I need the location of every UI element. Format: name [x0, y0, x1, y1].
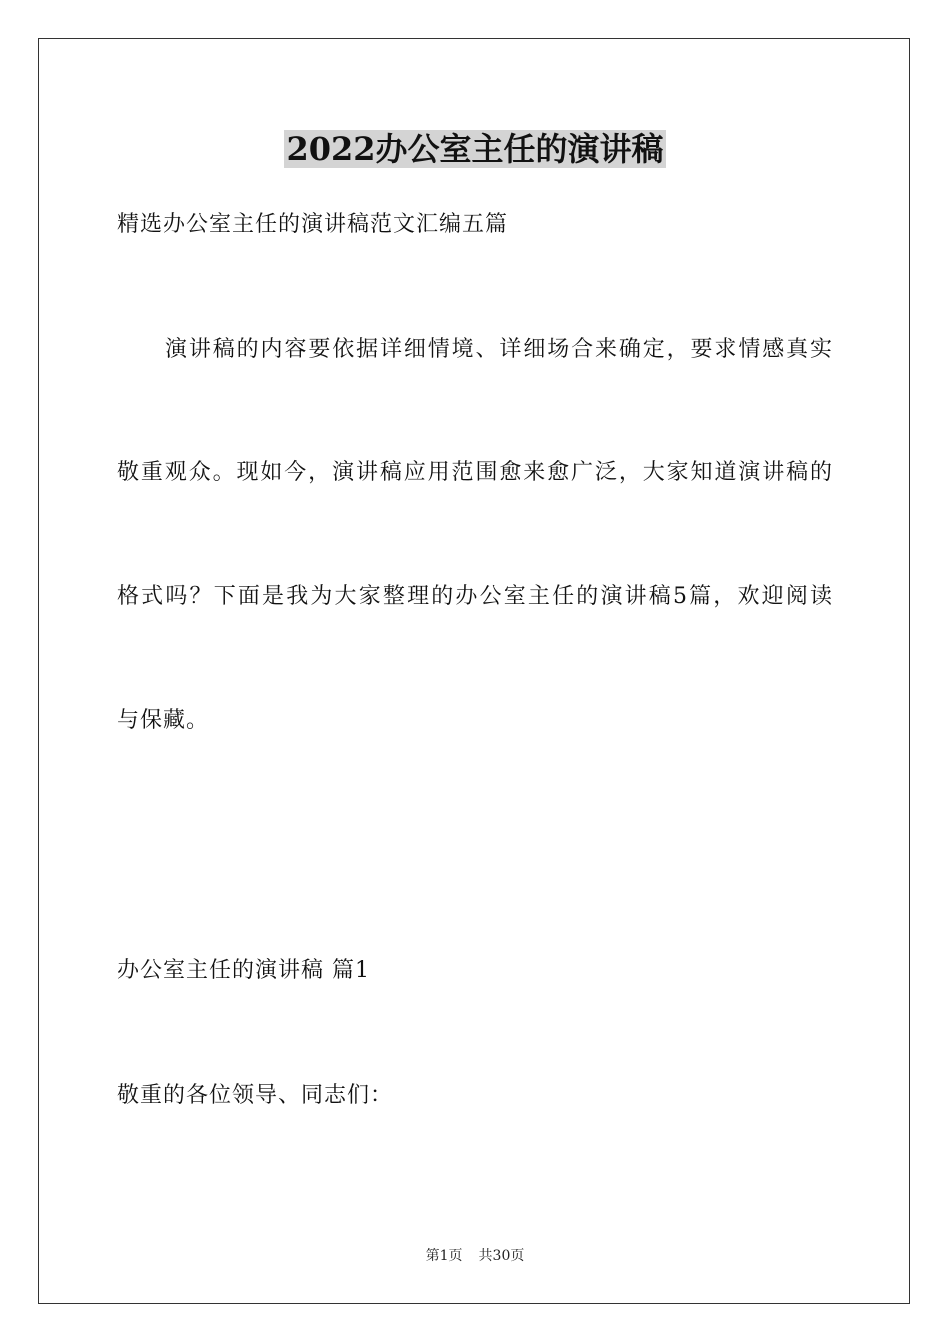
- intro-paragraph-line: 与保藏。: [117, 708, 210, 733]
- page-number-total: 共30页: [478, 1248, 525, 1264]
- page-number-current: 第1页: [425, 1248, 463, 1264]
- intro-paragraph-line: 格式吗？下面是我为大家整理的办公室主任的演讲稿5篇，欢迎阅读: [117, 584, 833, 609]
- page-footer: [0, 1246, 950, 1266]
- document-title-text: 2022办公室主任的演讲稿: [286, 130, 664, 168]
- intro-paragraph-line: 敬重观众。现如今，演讲稿应用范围愈来愈广泛，大家知道演讲稿的: [117, 460, 833, 485]
- document-subtitle: 精选办公室主任的演讲稿范文汇编五篇: [117, 212, 509, 237]
- greeting-line: 敬重的各位领导、同志们：: [117, 1083, 394, 1108]
- intro-paragraph-line: 演讲稿的内容要依据详细情境、详细场合来确定，要求情感真实: [165, 337, 833, 362]
- section-heading: 办公室主任的演讲稿 篇1: [117, 958, 370, 983]
- document-title: [0, 127, 950, 171]
